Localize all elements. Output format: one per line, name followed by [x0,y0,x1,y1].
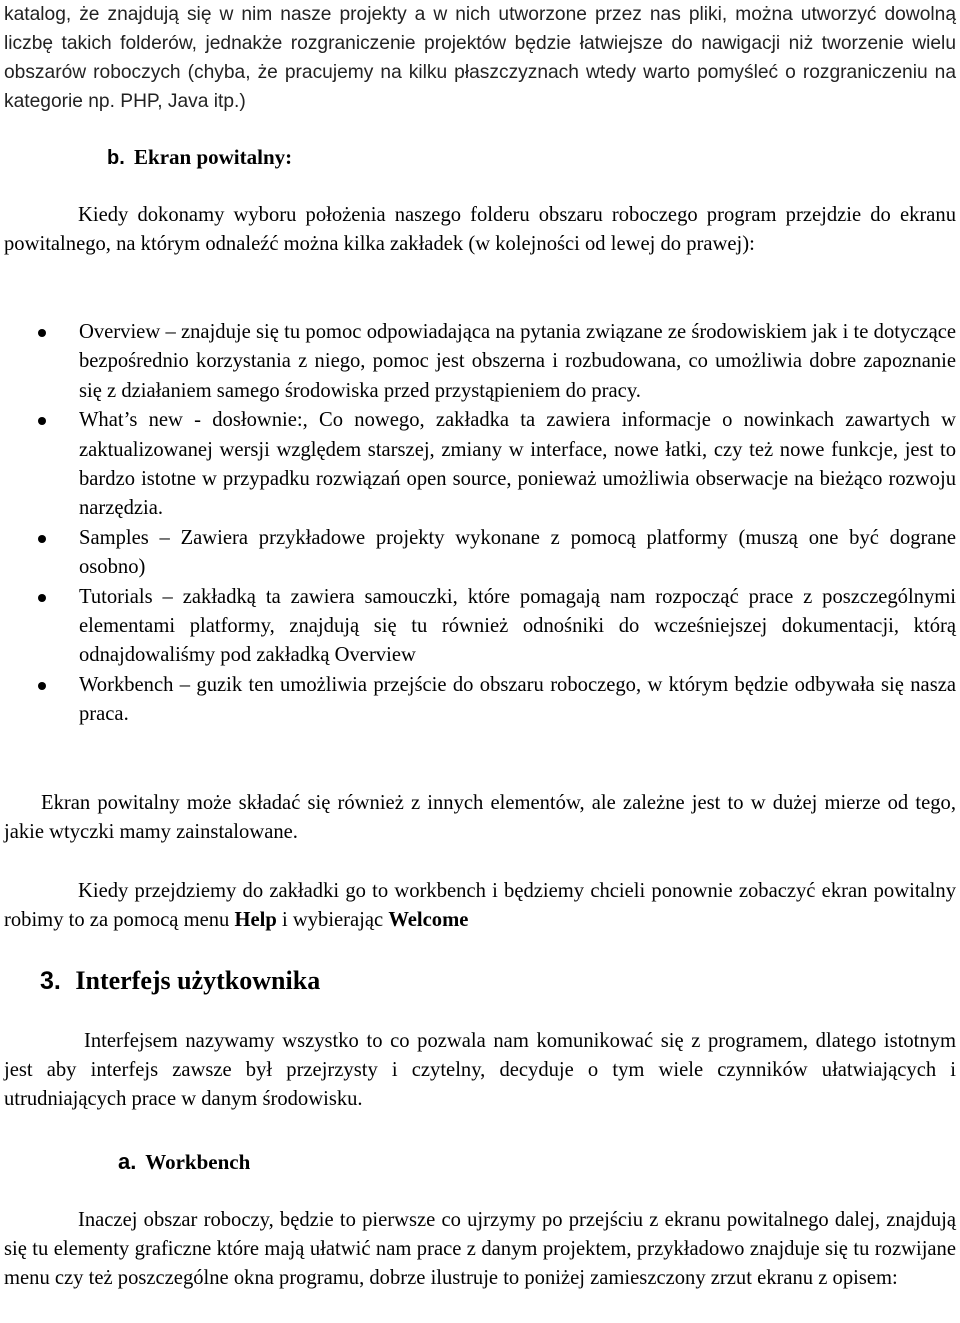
welcome-menu-item: Welcome [388,909,469,931]
interface-paragraph: Interfejsem nazywamy wszystko to co pozwala nam komunikować się z programem, dlatego istotnym jest aby interfejs zawsze był przejrzysty i czytelny, decyduje o tym wiele czynników ułatwiających i utrudniających prace w danym środowisku. [4,1030,956,1110]
section-b-heading [107,143,292,173]
section-b-letter: b. [107,147,125,169]
bullet-icon [38,682,46,690]
list-item-text: Samples – Zawiera przykładowe projekty wykonane z pomocą platformy (muszą one być dograne osobno) [79,526,956,579]
welcome-return-middle: i wybierając [276,909,389,931]
section-3-number: 3. [40,967,61,995]
list-item-text: Workbench – guzik ten umożliwia przejście do obszaru roboczego, w którym będzie odbywała się nasza praca. [79,673,956,726]
list-item [0,671,960,730]
help-menu-name: Help [234,909,277,931]
workbench-paragraph: Inaczej obszar roboczy, będzie to pierwsze co ujrzymy po przejściu z ekranu powitalnego dalej, znajdują się tu elementy graficzne które mają ułatwić nam prace z danym projektem, przykładowo znajduje się tu rozwijane menu czy też poszczególne okna programu, dobrze ilustruje to poniżej zamieszczony zrzut ekranu z opisem: [4,1209,956,1289]
section-3-heading [40,963,320,999]
list-item [0,524,960,583]
bullet-icon [38,594,46,602]
welcome-other-paragraph: Ekran powitalny może składać się również z innych elementów, ale zależne jest to w dużej mierze od tego, jakie wtyczki mamy zainstalowane. [4,792,956,843]
list-item [0,406,960,524]
bullet-icon [38,329,46,337]
intro-paragraph: katalog, że znajdują się w nim nasze projekty a w nich utworzone przez nas pliki, można utworzyć dowolną liczbę takich folderów, jednakże rozgraniczenie projektów będzie łatwiejsze do nawigacji niż tworzenie wielu obszarów roboczych (chyba, że pracujemy na kilku płaszczyznach wtedy warto pomyśleć o rozgraniczeniu na kategorie np. PHP, Java itp.) [4,4,956,112]
list-item-text: Overview – znajduje się tu pomoc odpowiadająca na pytania związane ze środowiskiem jak i te dotyczące bezpośrednio korzystania z niego, pomoc jest obszerna i rozbudowana, co umożliwia dobre zapoznanie się z działaniem samego środowiska przed przystąpieniem do pracy. [79,321,956,402]
welcome-intro-paragraph: Kiedy dokonamy wyboru położenia naszego folderu obszaru roboczego program przejdzie do ekranu powitalnego, na którym odnaleźć można kilka zakładek (w kolejności od lewej do prawej): [4,204,956,255]
welcome-return-before: Kiedy przejdziemy do zakładki go to workbench i będziemy chcieli ponownie zobaczyć ekran powitalny robimy to za pomocą menu [4,880,956,931]
section-a-letter: a. [118,1149,137,1174]
section-b-title: Ekran powitalny: [134,145,293,169]
section-3-title: Interfejs użytkownika [75,966,321,995]
bullet-icon [38,417,46,425]
bullet-icon [38,535,46,543]
welcome-return-paragraph [4,877,956,935]
list-item [0,583,960,671]
list-item [0,318,960,406]
list-item-text: Tutorials – zakładką ta zawiera samouczki, które pomagają nam rozpocząć prace z poszczególnymi elementami platformy, znajdują się tu również odnośniki do wcześniejszej dokumentacji, którą odnajdowaliśmy pod zakładką Overview [79,585,956,667]
section-a-heading [118,1147,250,1177]
list-item-text: What’s new - dosłownie:, Co nowego, zakładka ta zawiera informacje o nowinkach zawartych w zaktualizowanej wersji względem starszej, zmiany w interface, nowe łatki, czy też nowe funkcje, jest to bardzo istotne w przypadku rozwiązań open source, ponieważ umożliwia obserwacje na bieżąco rozwoju narzędzia. [79,409,956,520]
section-a-title: Workbench [145,1150,251,1174]
welcome-tabs-list [0,318,960,730]
